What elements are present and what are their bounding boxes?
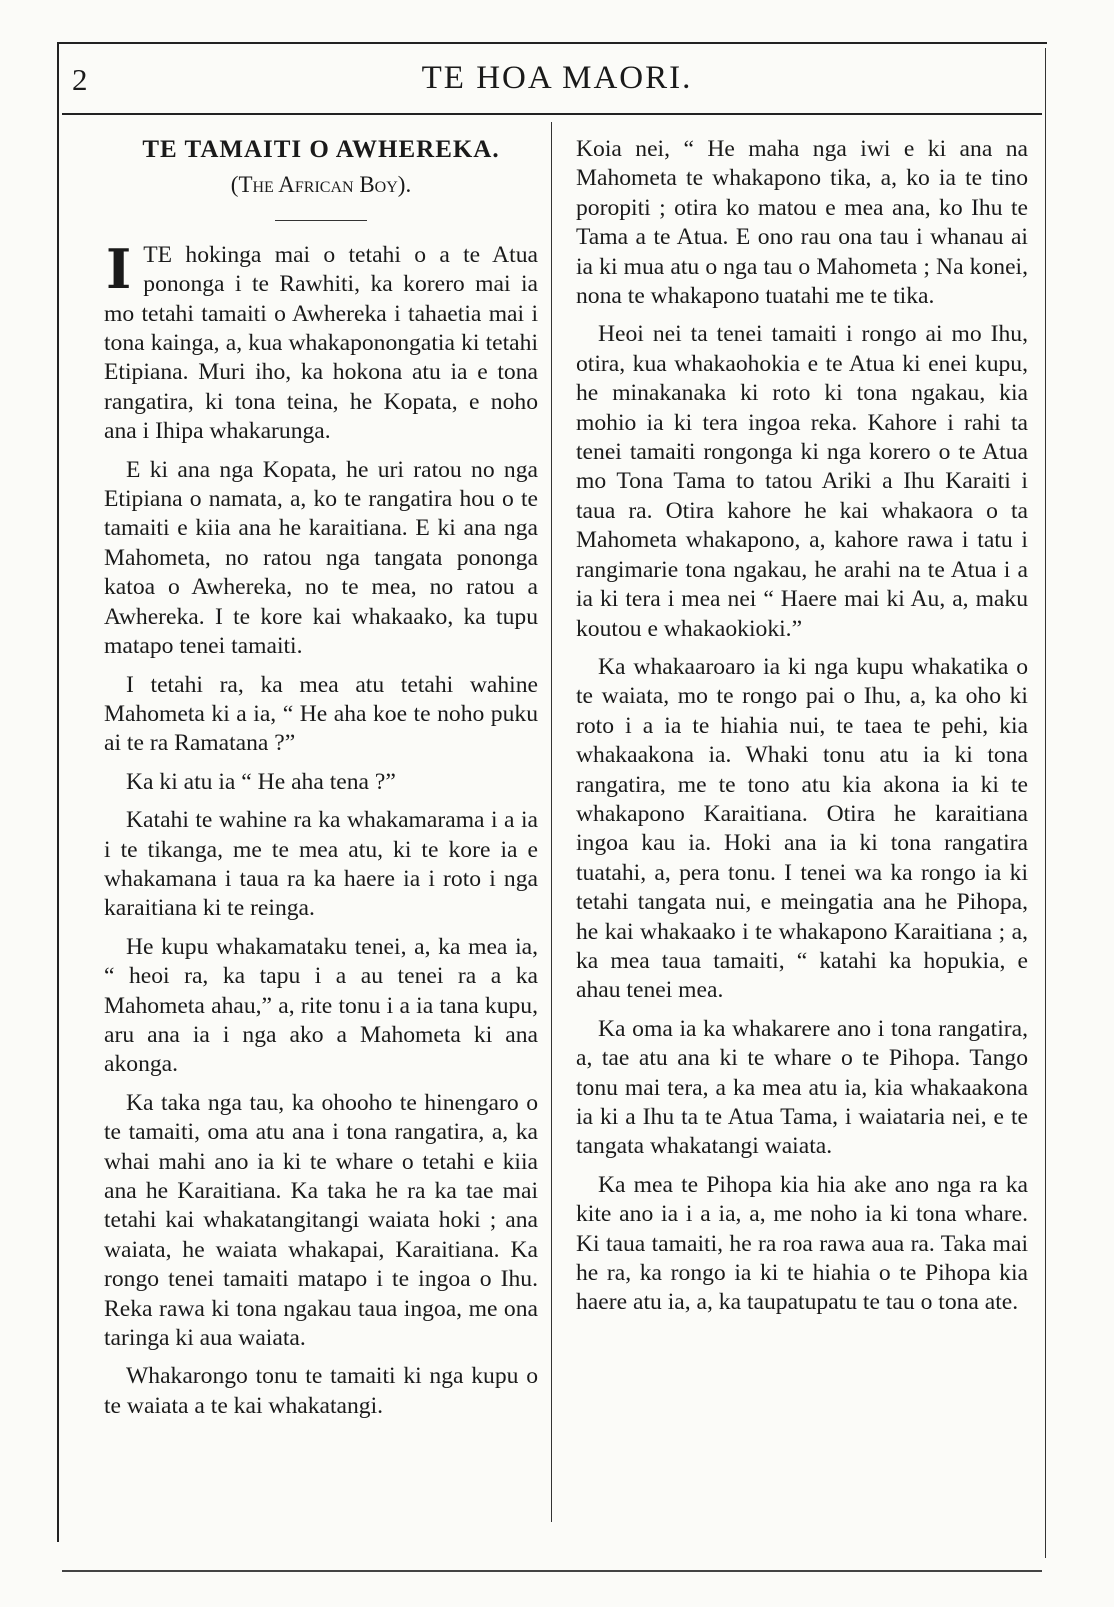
title-divider <box>275 220 367 221</box>
paragraph <box>104 236 538 447</box>
right-column <box>576 135 1028 1327</box>
page-border-top <box>57 42 1047 44</box>
paragraph: E ki ana nga Kopata, he uri ratou no nga Etipiana o namata, a, ko te rangatira hou o te tamaiti e kiia ana he karaitiana. E ki ana nga Mahometa, no ratou nga tangata ponongа katoa o Awhereka, no te mea, no ratou a Awhereka. I te kore kai whakaako, ka tupu matapo tenei tamaiti. <box>104 456 538 660</box>
paragraph: He kupu whakamataku tenei, a, ka mea ia, “ heoi ra, ka tapu i a au tenei ra a ka Mahometa ahau,” a, rite tonu i a ia tana kupu, aru ana ia i nga ako a Mahometa ki ana akonga. <box>104 933 538 1078</box>
paragraph: Ka oma ia ka whakarere ano i tona rangatira, a, tae atu ana ki te whare o te Pihopa. Tango tonu mai tera, a ka mea atu ia, kia whakaakona ia ki a Ihu ta te Atua Tama, i waiataria nei, e te tangata whakatangi waiata. <box>576 1015 1028 1160</box>
article-title: TE TAMAITI O AWHEREKA. <box>142 136 500 163</box>
paragraph: I tetahi ra, ka mea atu tetahi wahine Mahometa ki a ia, “ He aha koe te noho puku ai te ra Ramatana ?” <box>104 671 538 757</box>
paragraph: Ka taka nga tau, ka ohooho te hinengaro o te tamaiti, oma atu ana i tona rangatira, a, ka whai mahi ano ia ki te whare o tetahi e kiia ana he Karaitiana. Ka taka he ra ka tae mai tetahi kai whakatangitangi waiata hoki ; ana waiata, he waiata whakapai, Karaitiana. Ka rongo tenei tamaiti matapo i te ingoa o Ihu. Reka rawa ki tona ngakau taua ingoa, me ona taringa ki aua waiata. <box>104 1089 538 1352</box>
page-number: 2 <box>72 62 88 97</box>
running-header-title: TE HOA MAORI. <box>421 60 693 96</box>
paragraph: Katahi te wahine ra ka whakamarama i a ia i te tikanga, me te mea atu, ki te kore ia e whakamana i taua ra ka haere ia i roto i nga karaitiana ki te reinga. <box>104 807 538 922</box>
paragraph: Ka ki atu ia “ He aha tena ?” <box>126 768 396 795</box>
paragraph: Koia nei, “ He maha nga iwi e ki ana na Mahometa te whakapono tika, a, ko ia te tino poropiti ; otira ko matou e mea ana, ko Ihu te Tama a te Atua. E ono rau ona tau i whanau ai ia ki mua atu o nga tau o Mahometa ; Na konei, nona te whakapono tuatahi me te tika. <box>576 136 1028 310</box>
page-border-bottom <box>62 1570 1042 1572</box>
header-rule <box>62 113 1042 115</box>
drop-cap: I <box>106 236 132 301</box>
paragraph-text: TE hokinga mai o tetahi o a te Atua ponongа i te Rawhiti, ka korero mai ia mo tetahi tamaiti o Awhereka i tahaetia mai i tona kainga, a, kua whakaponongatia ki tetahi Etipiana. Muri iho, ka hokona atu ia e tona rangatira, ki tona teina, he Kopata, e noho ana i Ihipa whakarunga. <box>104 241 538 445</box>
left-column <box>104 135 538 1430</box>
paragraph: Ka mea te Pihopa kia hia ake ano nga ra ka kite ano ia i a ia, a, me noho ia ki tona whare. Ki taua tamaiti, he ra roa rawa aua ra. Taka mai he ra, ka rongo ia ki te hiahia o te Pihopa kia haere atu ia, a, ka taupatupatu te tau o tona ate. <box>576 1171 1028 1316</box>
column-divider <box>551 122 552 1522</box>
page-border-left <box>57 42 59 1542</box>
page-border-right <box>1045 48 1046 1558</box>
paragraph: Whakarongo tonu te tamaiti ki nga kupu o te waiata a te kai whakatangi. <box>104 1363 538 1419</box>
article-subtitle: (The African Boy). <box>230 172 412 198</box>
paragraph: Ka whakaaroaro ia ki nga kupu whakatika o te waiata, mo te rongo pai o Ihu, a, ka oho ki roto i a ia te hiahia nui, te taea te pehi, kia whakaakona ia. Whaki tonu atu ia ki tona rangatira, me te tono atu kia akona ia ki te whakapono Karaitiana. Otira he karaitiana ingoa kau ia. Hoki ana ia ki tona rangatira tuatahi, a, pera tonu. I tenei wa ka rongo ia ki tetahi tangata nui, e meingatia ana he Pihopa, he kai whakaako i te whakapono Karaitiana ; a, ka mea taua tamaiti, “ katahi ka hopukia, e ahau tenei mea. <box>576 653 1028 1004</box>
paragraph: Heoi nei ta tenei tamaiti i rongo ai mo Ihu, otira, kua whakaohokia e te Atua ki enei kupu, he minakanaka ki roto ki tona ngakau, kia mohio ia ki tera ingoa reka. Kahore i rahi ta tenei tamaiti rongonga ki nga korero o te Atua mo Tona Tama to tatou Ariki a Ihu Karaiti i taua ra. Otira kahore he kai whakaora o ta Mahometa whakapono, a, kahore rawa i tatu i rangimarie tona ngakau, he arahi na te Atua i a ia ki tera i mea nei “ Haere mai ki Au, a, maku koutou e whakaokioki.” <box>576 321 1028 642</box>
